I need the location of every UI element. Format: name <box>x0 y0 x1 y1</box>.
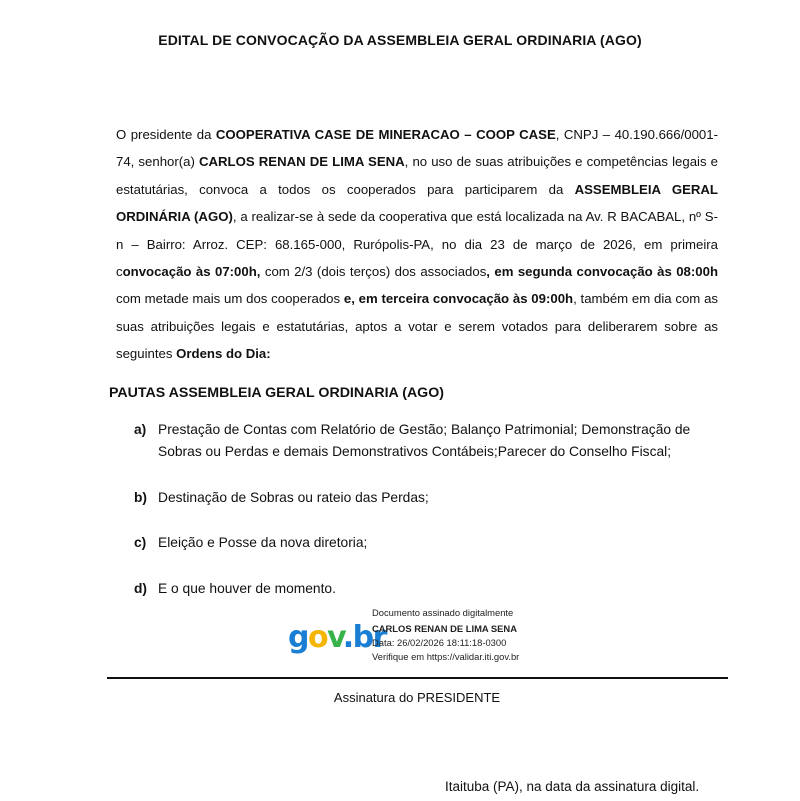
item-text: E o que houver de momento. <box>158 581 336 596</box>
convocation-paragraph <box>116 121 718 368</box>
president-name: CARLOS RENAN DE LIMA SENA <box>198 154 405 170</box>
cooperative-name: COOPERATIVA CASE DE MINERACAO – COOP CASE <box>215 127 556 142</box>
signature-label: Assinatura do PRESIDENTE <box>333 690 501 705</box>
agenda-item <box>134 578 728 600</box>
document-title: EDITAL DE CONVOCAÇÃO DA ASSEMBLEIA GERAL ORDINARIA (AGO) <box>158 32 642 48</box>
text: com metade mais um dos cooperados <box>116 291 344 307</box>
text: , a realizar-se à sede da cooperativa que está localizada na Av. R BACABAL, nº S-n – Bairro: Arroz. CEP: 68.165-000, Rurópolis-PA, no dia 23 de março de 2026, em primeira c <box>116 209 718 280</box>
agenda-heading: PAUTAS ASSEMBLEIA GERAL ORDINARIA (AGO) <box>109 385 444 401</box>
third-call: e, em terceira convocação às 09:00h <box>343 291 574 307</box>
agenda-item <box>134 419 728 463</box>
signature-verify-url: Verifique em https://validar.iti.gov.br <box>372 651 520 662</box>
item-text: Prestação de Contas com Relatório de Gestão; Balanço Patrimonial; Demonstração de Sobras ou Perdas e demais Demonstrativos Contábeis;Parecer do Conselho Fiscal; <box>158 422 691 459</box>
signature-date: Data: 26/02/2026 18:11:18-0300 <box>372 637 507 648</box>
orders-of-day: Ordens do Dia: <box>176 346 271 362</box>
item-text: Eleição e Posse da nova diretoria; <box>158 535 368 550</box>
text: , CNPJ – 40.190.666/0001-74, senhor(a) <box>116 127 718 170</box>
item-letter: c) <box>134 535 147 550</box>
signature-line <box>107 677 728 679</box>
item-letter: b) <box>134 490 148 505</box>
text: , no uso de suas atribuições e competências legais e estatutárias, convoca a todos os cooperados para participarem da <box>116 154 718 197</box>
signature-header: Documento assinado digitalmente <box>372 607 514 618</box>
place-and-date: Itaituba (PA), na data da assinatura digital. <box>445 779 700 794</box>
item-letter: d) <box>134 581 148 596</box>
signer-name: CARLOS RENAN DE LIMA SENA <box>372 623 517 634</box>
item-letter: a) <box>134 422 147 437</box>
first-call: onvocação às 07:00h, <box>122 264 261 280</box>
text: , também em dia com as suas atribuições legais e estatutárias, aptos a votar e serem votados para deliberarem sobre as seguintes <box>116 291 718 362</box>
govbr-logo-icon: gov.br <box>288 620 386 655</box>
agenda-item <box>134 487 728 509</box>
assembly-name: ASSEMBLEIA GERAL ORDINÁRIA (AGO) <box>116 181 718 225</box>
agenda-item <box>134 532 728 554</box>
text: O presidente da <box>116 127 216 142</box>
text: com 2/3 (dois terços) dos associados <box>260 264 487 280</box>
item-text: Destinação de Sobras ou rateio das Perdas; <box>158 490 429 505</box>
second-call: , em segunda convocação às 08:00h <box>486 264 718 280</box>
